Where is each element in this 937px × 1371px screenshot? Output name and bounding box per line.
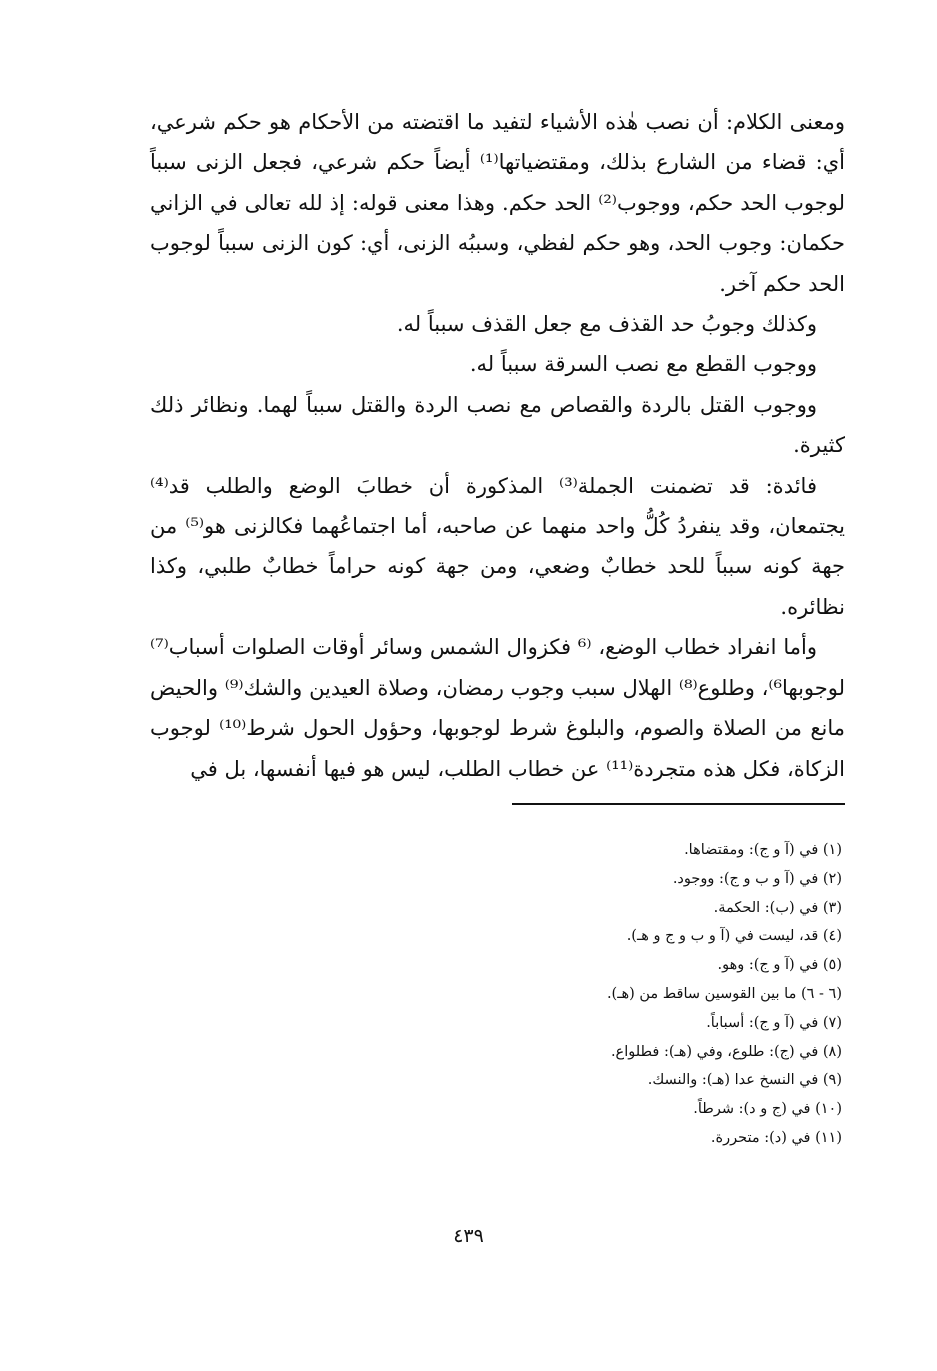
footnote-5: (٥) في (آ و ج): وهو.: [717, 957, 842, 974]
main-text: [150, 102, 845, 789]
footnote-9: (٩) في النسخ عدا (هـ): والنسك.: [647, 1072, 842, 1089]
footnote-separator: [512, 803, 845, 805]
paragraph-4: ووجوب القتل بالردة والقصاص مع نصب الردة والقتل سبباً لهما. ونظائر ذلك كثيرة.: [150, 392, 845, 458]
footnote-4: (٤) قد، ليست في (آ و ب و ج و هـ).: [626, 928, 842, 945]
footnote-10: (١٠) في (ج و د): شرطاً.: [693, 1101, 842, 1118]
footnote-11: (١١) في (د): متحررة.: [710, 1129, 842, 1146]
paragraph-2: وكذلك وجوبُ حد القذف مع جعل القذف سبباً له.: [396, 312, 817, 337]
footnotes-section: [150, 836, 842, 1153]
paragraph-6: وأما انفراد خطاب الوضع، ⁽⁶ فكزوال الشمس وسائر أوقات الصلوات أسباب⁽⁷⁾ لوجوبها⁶⁾، وطلوع⁽⁸⁾ الهلال سبب وجوب رمضان، وصلاة العيدين والشك⁽⁹⁾ والحيض مانع من الصلاة والصوم، والبلوغ شرط لوجوبها، وحؤول الحول شرط⁽¹⁰⁾ لوجوب الزكاة، فكل هذه متجردة⁽¹¹⁾ عن خطاب الطلب، ليس هو فيها أنفسها، بل في: [150, 635, 845, 781]
paragraph-3: ووجوب القطع مع نصب السرقة سبباً له.: [469, 352, 817, 377]
footnote-7: (٧) في (آ و ج): أسباباً.: [706, 1014, 842, 1031]
footnote-6: (٦ - ٦) ما بين القوسين ساقط من (هـ).: [606, 985, 842, 1002]
footnote-8: (٨) في (ج): طلوع، وفي (هـ): فطلواع.: [610, 1043, 842, 1060]
paragraph-5-faida: فائدة: قد تضمنت الجملة⁽³⁾ المذكورة أن خطابَ الوضع والطلب قد⁽⁴⁾ يجتمعان، وقد ينفردُ كُلُّ واحد منهما عن صاحبه، أما اجتماعُهما فكالزنى هو⁽⁵⁾ من جهة كونه سبباً للحد خطابٌ وضعي، ومن جهة كونه حراماً خطابٌ طلبي، وكذا نظائره.: [150, 473, 845, 619]
footnote-1: (١) في (آ و ج): ومقتضاها.: [684, 842, 842, 858]
footnote-2: (٢) في (آ و ب و ج): ووجود.: [672, 870, 842, 887]
footnote-3: (٣) في (ب): الحكمة.: [713, 899, 842, 916]
page-number: ٤٣٩: [453, 1225, 484, 1247]
paragraph-1: ومعنى الكلام: أن نصب هٰذه الأشياء لتفيد ما اقتضته من الأحكام هو حكم شرعي، أي: قضاء من الشارع بذلك، ومقتضياتها⁽¹⁾ أيضاً حكم شرعي، فجعل الزنى سبباً لوجوب الحد حكم، ووجوب⁽²⁾ الحد حكم. وهذا معنى قوله: إذ لله تعالى في الزاني حكمان: وجوب الحد، وهو حكم لفظي، وسببُه الزنى، أي: كون الزنى سبباً لوجوب الحد حكم آخر.: [150, 110, 845, 296]
